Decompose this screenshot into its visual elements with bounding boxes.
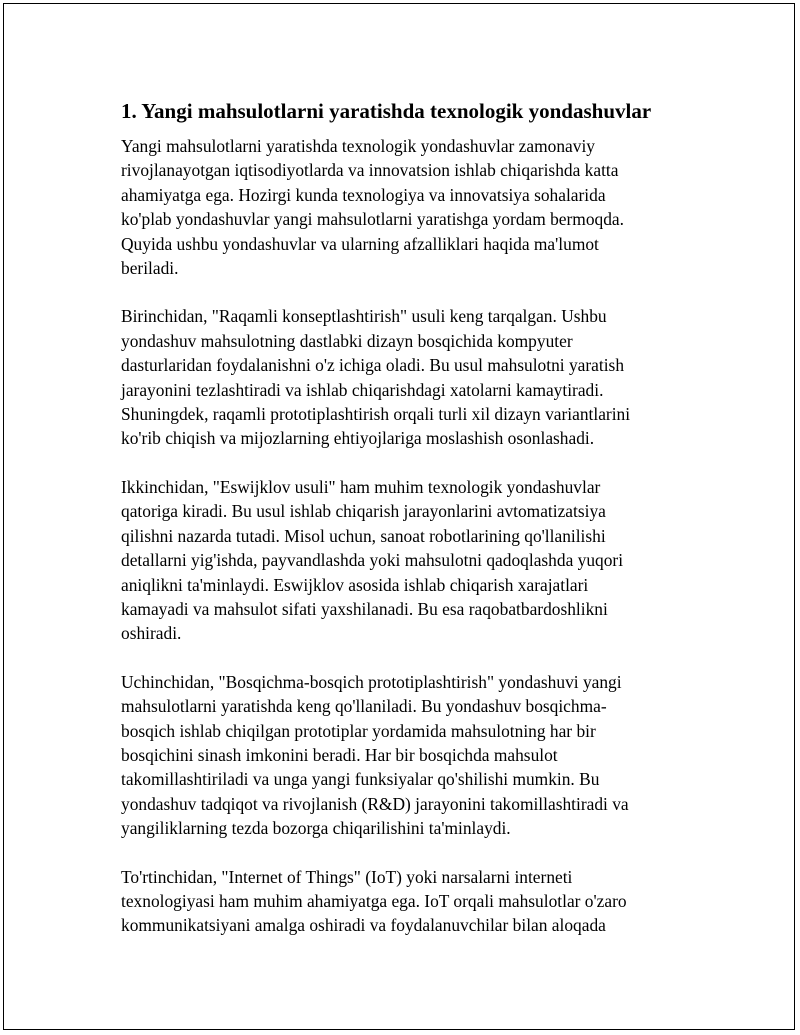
paragraph-line: beriladi.: [121, 258, 179, 279]
paragraph-line: texnologiyasi ham muhim ahamiyatga ega. IoT orqali mahsulotlar o'zaro: [121, 890, 627, 911]
paragraph-line: dasturlaridan foydalanishni o'z ichiga oladi. Bu usul mahsulotni yaratish: [121, 355, 625, 376]
paragraph-second: [121, 475, 669, 646]
paragraph-third: [121, 670, 669, 841]
paragraph-line: yondashuv tadqiqot va rivojlanish (R&D) jarayonini takomillashtiradi va: [121, 793, 629, 814]
paragraph-line: ko'rib chiqish va mijozlarning ehtiyojlariga moslashish osonlashadi.: [121, 428, 595, 449]
paragraph-fourth: [121, 865, 669, 938]
paragraph-line: mahsulotlarni yaratishda keng qo'llaniladi. Bu yondashuv bosqichma-: [121, 696, 607, 717]
paragraph-line: aniqlikni ta'minlaydi. Eswijklov asosida ishlab chiqarish xarajatlari: [121, 574, 589, 595]
paragraph-line: takomillashtiriladi va unga yangi funksiyalar qo'shilishi mumkin. Bu: [121, 769, 600, 790]
section-heading: 1. Yangi mahsulotlarni yaratishda texnologik yondashuvlar: [121, 99, 652, 123]
paragraph-line: bosqichini sinash imkonini beradi. Har bir bosqichda mahsulot: [121, 744, 558, 765]
paragraph-line: bosqich ishlab chiqilgan prototiplar yordamida mahsulotning har bir: [121, 720, 596, 741]
paragraph-line: yangiliklarning tezda bozorga chiqarilishini ta'minlaydi.: [121, 818, 511, 839]
paragraph-first: [121, 304, 669, 450]
paragraph-intro: [121, 134, 669, 280]
paragraph-line: qatoriga kiradi. Bu usul ishlab chiqarish jarayonlarini avtomatizatsiya: [121, 501, 606, 522]
paragraph-line: To'rtinchidan, "Internet of Things" (IoT) yoki narsalarni interneti: [121, 866, 573, 887]
paragraph-line: Shuningdek, raqamli prototiplashtirish orqali turli xil dizayn variantlarini: [121, 404, 631, 425]
paragraph-line: qilishni nazarda tutadi. Misol uchun, sanoat robotlarining qo'llanilishi: [121, 525, 606, 546]
paragraph-line: Ikkinchidan, "Eswijklov usuli" ham muhim texnologik yondashuvlar: [121, 476, 601, 497]
paragraph-line: ko'plab yondashuvlar yangi mahsulotlarni yaratishga yordam bermoqda.: [121, 209, 624, 230]
paragraph-line: oshiradi.: [121, 623, 182, 644]
document-body: [121, 97, 669, 962]
paragraph-line: jarayonini tezlashtiradi va ishlab chiqarishdagi xatolarni kamaytiradi.: [121, 379, 604, 400]
paragraph-line: kommunikatsiyani amalga oshiradi va foydalanuvchilar bilan aloqada: [121, 915, 606, 936]
paragraph-line: kamayadi va mahsulot sifati yaxshilanadi. Bu esa raqobatbardoshlikni: [121, 598, 608, 619]
paragraph-line: Uchinchidan, "Bosqichma-bosqich prototiplashtirish" yondashuvi yangi: [121, 671, 622, 692]
page-frame: [3, 3, 795, 1030]
paragraph-line: rivojlanayotgan iqtisodiyotlarda va innovatsion ishlab chiqarishda katta: [121, 160, 619, 181]
paragraph-line: ahamiyatga ega. Hozirgi kunda texnologiya va innovatsiya sohalarida: [121, 184, 606, 205]
paragraph-line: Birinchidan, "Raqamli konseptlashtirish" usuli keng tarqalgan. Ushbu: [121, 306, 607, 327]
paragraph-line: detallarni yig'ishda, payvandlashda yoki mahsulotni qadoqlashda yuqori: [121, 550, 624, 571]
paragraph-line: Quyida ushbu yondashuvlar va ularning afzalliklari haqida ma'lumot: [121, 233, 599, 254]
paragraph-line: yondashuv mahsulotning dastlabki dizayn bosqichida kompyuter: [121, 330, 573, 351]
paragraph-line: Yangi mahsulotlarni yaratishda texnologik yondashuvlar zamonaviy: [121, 136, 595, 156]
